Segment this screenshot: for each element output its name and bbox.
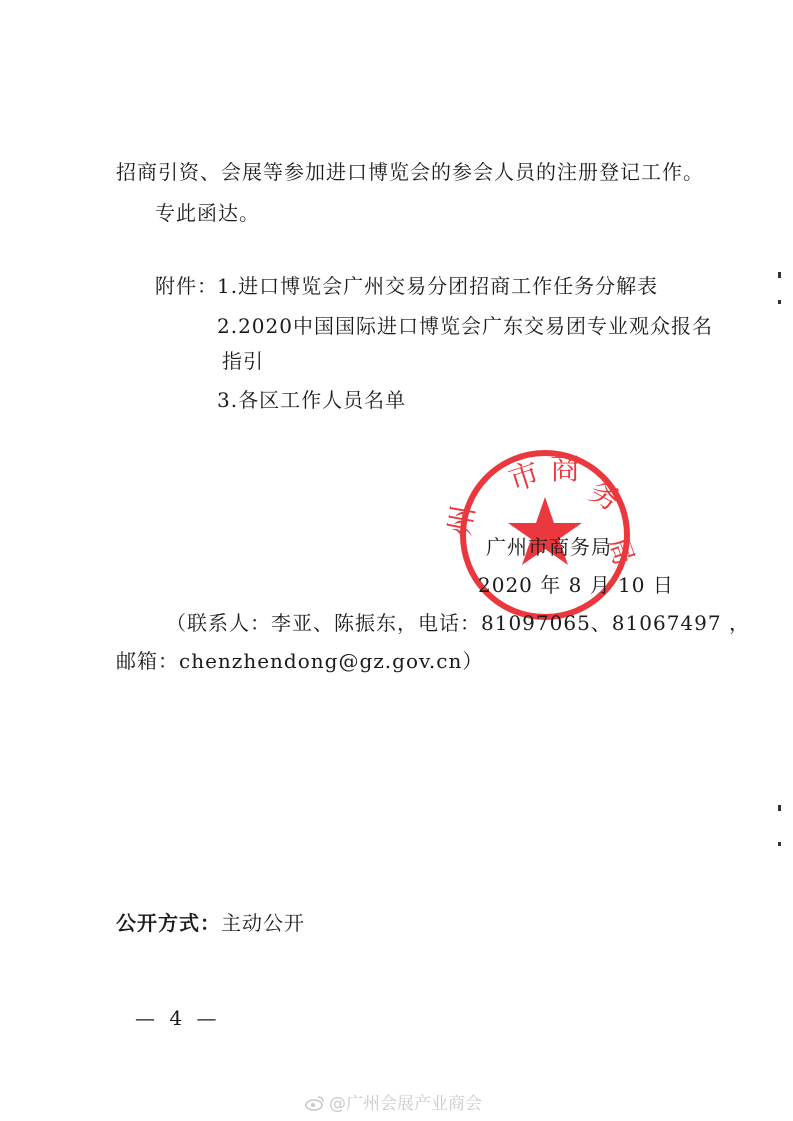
body-text-continuation: 招商引资、会展等参加进口博览会的参会人员的注册登记工作。 <box>116 160 704 184</box>
attachments-label: 附件： <box>155 274 218 298</box>
svg-text:局: 局 <box>600 532 642 570</box>
svg-text:市: 市 <box>504 456 545 499</box>
issuer-name: 广州市商务局 <box>486 535 612 559</box>
weibo-icon <box>305 1095 325 1111</box>
svg-text:州: 州 <box>442 502 483 539</box>
attachment-item-continuation: 指引 <box>222 349 264 373</box>
svg-text:商: 商 <box>550 452 580 487</box>
disclosure-label: 公开方式： <box>116 911 221 935</box>
disclosure-value: 主动公开 <box>221 911 305 935</box>
svg-text:务: 务 <box>583 473 627 519</box>
closing-line: 专此函达。 <box>155 201 260 225</box>
disclosure-line <box>116 910 305 936</box>
issue-date: 2020 年 8 月 10 日 <box>478 573 674 597</box>
scan-speck <box>778 805 781 811</box>
scan-speck <box>778 842 781 846</box>
contact-email-line: 邮箱：chenzhendong@gz.gov.cn） <box>116 649 484 673</box>
contact-line: （联系人：李亚、陈振东，电话：81097065、81067497 ， <box>166 611 750 635</box>
attachment-item: 2.2020中国国际进口博览会广东交易团专业观众报名 <box>217 314 713 338</box>
page-number: — 4 — <box>135 1006 221 1030</box>
attachment-item: 3.各区工作人员名单 <box>217 388 407 412</box>
attachment-item: 1.进口博览会广州交易分团招商工作任务分解表 <box>217 274 659 298</box>
watermark-text: @广州会展产业商会 <box>329 1094 482 1114</box>
scan-speck <box>778 300 781 304</box>
watermark <box>305 1089 482 1114</box>
scan-speck <box>778 272 781 278</box>
